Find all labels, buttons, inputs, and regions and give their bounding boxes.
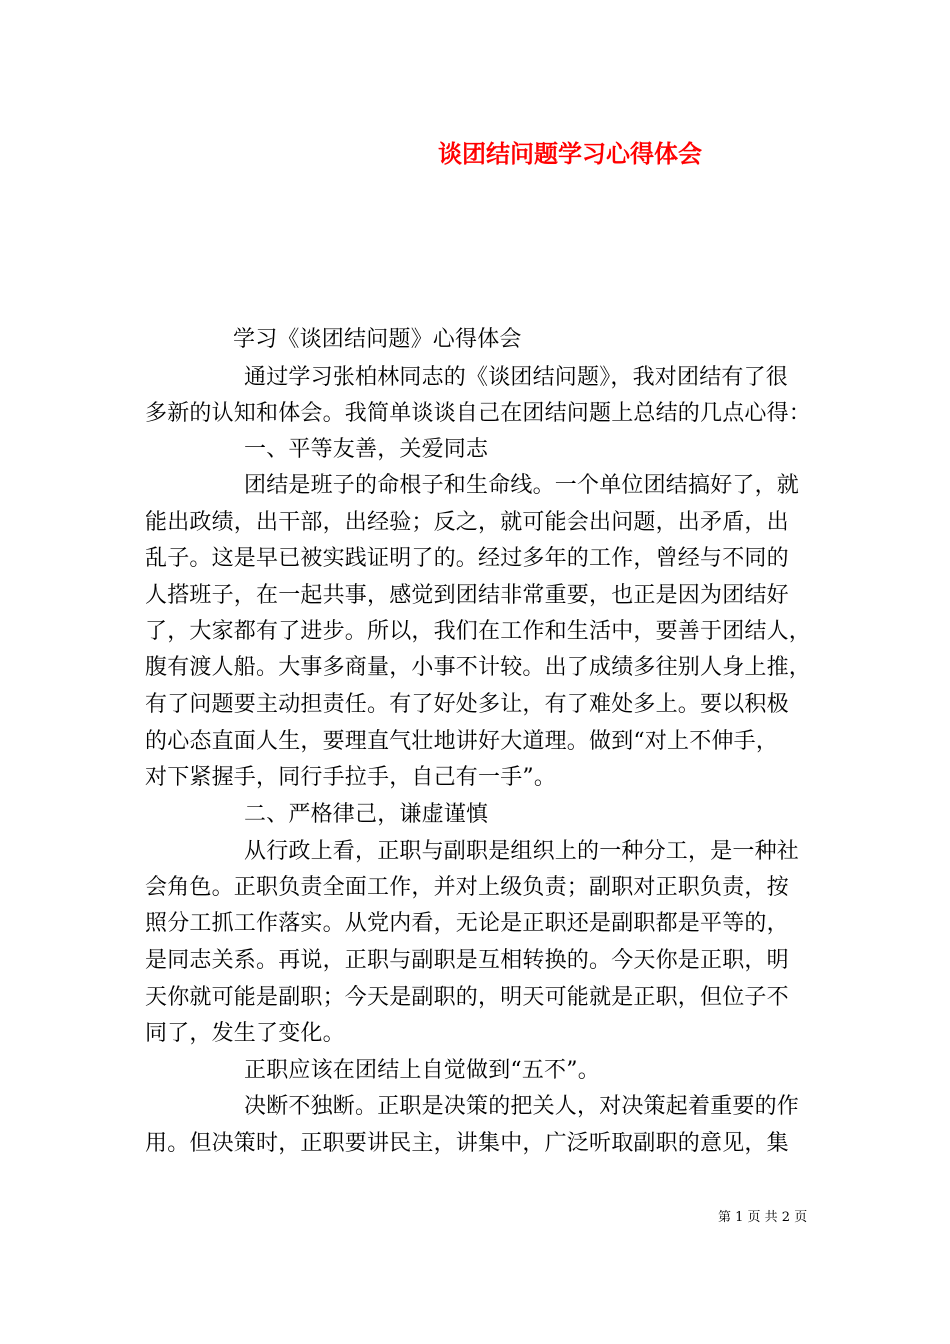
paragraph-line: 有了问题要主动担责任。有了好处多让，有了难处多上。要以积极 <box>145 692 789 717</box>
paragraph-line: 会角色。正职负责全面工作，并对上级负责；副职对正职负责，按 <box>145 875 789 900</box>
paragraph-line: 从行政上看，正职与副职是组织上的一种分工，是一种社 <box>244 839 800 864</box>
page-number-footer: 第 1 页 共 2 页 <box>718 1210 808 1225</box>
paragraph-line: 通过学习张柏林同志的《谈团结问题》，我对团结有了很 <box>244 365 789 390</box>
paragraph-line: 用。但决策时，正职要讲民主，讲集中，广泛听取副职的意见，集 <box>145 1131 789 1156</box>
subtitle-line: 学习《谈团结问题》心得体会 <box>233 327 522 352</box>
document-title: 谈团结问题学习心得体会 <box>438 139 702 168</box>
paragraph-line: 对下紧握手，同行手拉手，自己有一手”。 <box>145 765 557 790</box>
paragraph-line: 天你就可能是副职；今天是副职的，明天可能就是正职，但位子不 <box>145 985 789 1010</box>
section-heading: 二、严格律己，谦虚谨慎 <box>244 802 489 827</box>
paragraph-line: 乱子。这是早已被实践证明了的。经过多年的工作，曾经与不同的 <box>145 546 789 571</box>
paragraph-line: 人搭班子，在一起共事，感觉到团结非常重要，也正是因为团结好 <box>145 583 789 608</box>
paragraph-line: 腹有渡人船。大事多商量，小事不计较。出了成绩多往别人身上推， <box>145 655 812 680</box>
paragraph-line: 能出政绩，出干部，出经验；反之，就可能会出问题，出矛盾，出 <box>145 510 789 535</box>
paragraph-line: 同了，发生了变化。 <box>145 1021 345 1046</box>
paragraph-line: 团结是班子的命根子和生命线。一个单位团结搞好了，就 <box>244 473 800 498</box>
paragraph-line: 决断不独断。正职是决策的把关人，对决策起着重要的作 <box>244 1094 800 1119</box>
paragraph-line: 多新的认知和体会。我简单谈谈自己在团结问题上总结的几点心得： <box>145 401 812 426</box>
paragraph-line: 照分工抓工作落实。从党内看，无论是正职还是副职都是平等的， <box>145 911 789 936</box>
paragraph-line: 是同志关系。再说，正职与副职是互相转换的。今天你是正职，明 <box>145 948 789 973</box>
paragraph-line: 的心态直面人生，要理直气壮地讲好大道理。做到“对上不伸手， <box>145 729 779 754</box>
paragraph-line: 了，大家都有了进步。所以，我们在工作和生活中，要善于团结人， <box>145 619 812 644</box>
section-heading: 一、平等友善，关爱同志 <box>244 437 489 462</box>
paragraph-line: 正职应该在团结上自觉做到“五不”。 <box>244 1058 600 1083</box>
